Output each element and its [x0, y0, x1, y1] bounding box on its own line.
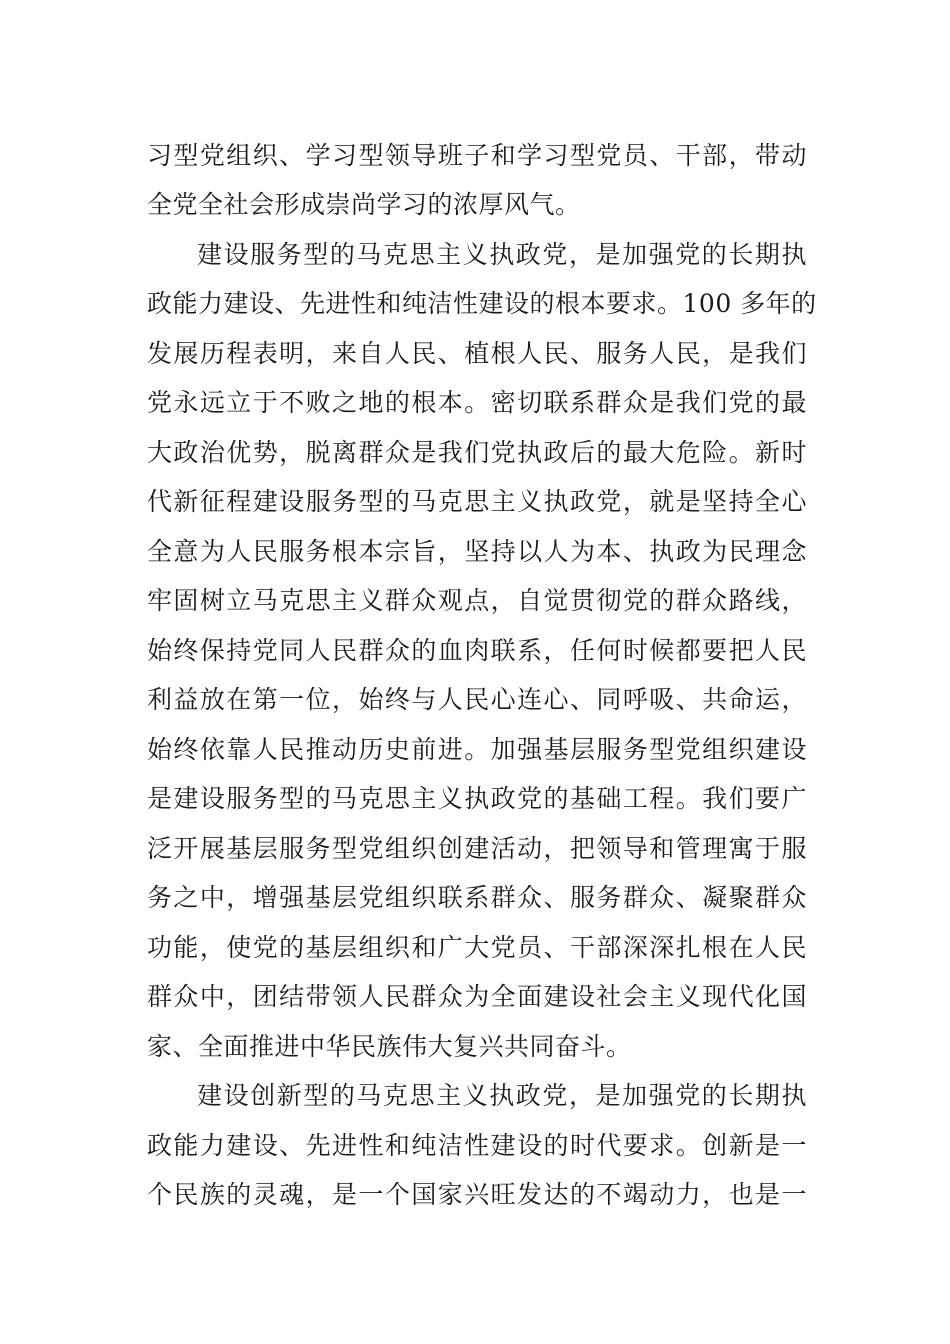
text-line: 党永远立于不败之地的根本。密切联系群众是我们党的最 — [147, 388, 807, 417]
paragraph-first-line: 建设服务型的马克思主义执政党，是加强党的长期执 — [197, 240, 807, 269]
text-line: 群众中，团结带领人民群众为全面建设社会主义现代化国 — [147, 982, 807, 1011]
text-line: 全党全社会形成崇尚学习的浓厚风气。 — [147, 190, 581, 219]
text-line: 始终保持党同人民群众的血肉联系，任何时候都要把人民 — [147, 636, 807, 665]
text-line: 政能力建设、先进性和纯洁性建设的时代要求。创新是一 — [147, 1131, 807, 1160]
text-line: 全意为人民服务根本宗旨，坚持以人为本、执政为民理念 — [147, 537, 807, 566]
text-line: 泛开展基层服务型党组织创建活动，把领导和管理寓于服 — [147, 834, 807, 863]
text-line: 大政治优势，脱离群众是我们党执政后的最大危险。新时 — [147, 438, 807, 467]
text-line: 代新征程建设服务型的马克思主义执政党，就是坚持全心 — [147, 487, 807, 516]
text-line: 个民族的灵魂，是一个国家兴旺发达的不竭动力，也是一 — [147, 1180, 807, 1209]
text-line: 是建设服务型的马克思主义执政党的基础工程。我们要广 — [147, 784, 807, 813]
text-line: 牢固树立马克思主义群众观点，自觉贯彻党的群众路线， — [147, 586, 807, 615]
text-line: 功能，使党的基层组织和广大党员、干部深深扎根在人民 — [147, 933, 807, 962]
text-line: 家、全面推进中华民族伟大复兴共同奋斗。 — [147, 1032, 632, 1061]
text-line: 习型党组织、学习型领导班子和学习型党员、干部，带动 — [147, 141, 807, 170]
paragraph-first-line: 建设创新型的马克思主义执政党，是加强党的长期执 — [197, 1081, 807, 1110]
text-line: 发展历程表明，来自人民、植根人民、服务人民，是我们 — [147, 339, 807, 368]
text-line: 始终依靠人民推动历史前进。加强基层服务型党组织建设 — [147, 735, 807, 764]
text-line: 政能力建设、先进性和纯洁性建设的根本要求。100 多年的 — [147, 289, 817, 318]
text-line: 利益放在第一位，始终与人民心连心、同呼吸、共命运， — [147, 685, 807, 714]
text-line: 务之中，增强基层党组织联系群众、服务群众、凝聚群众 — [147, 883, 807, 912]
